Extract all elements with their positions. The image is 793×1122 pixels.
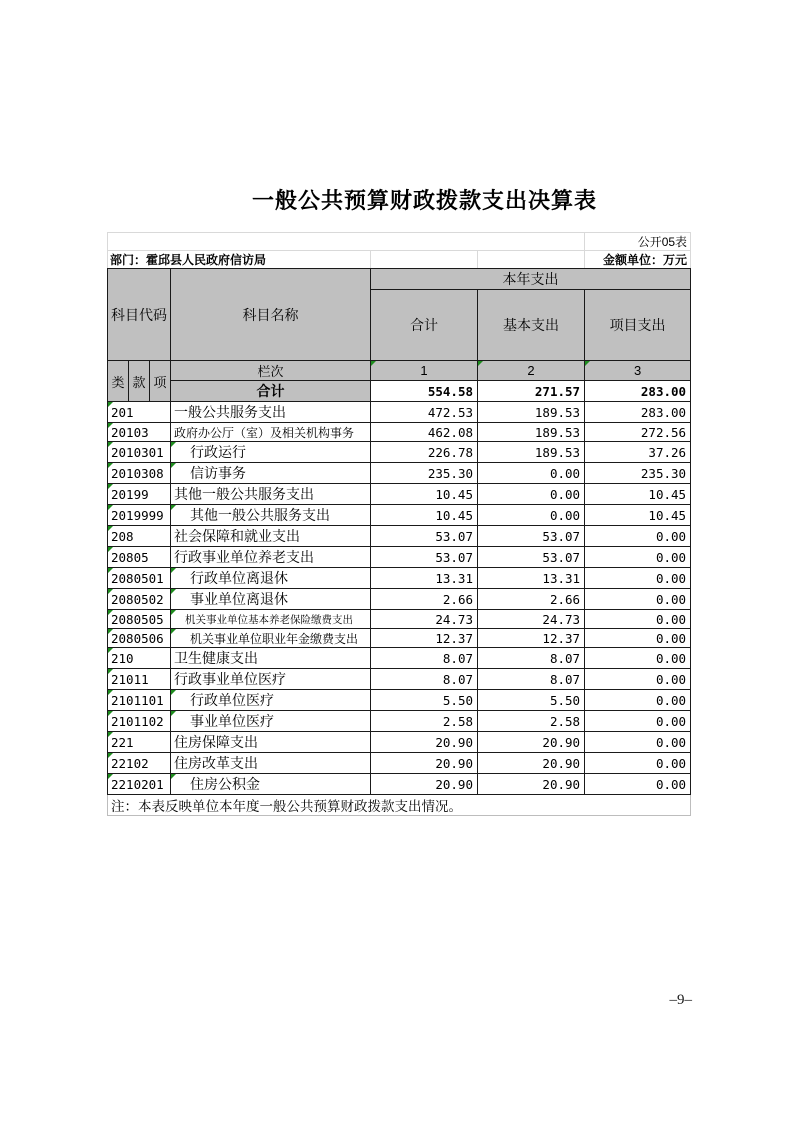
excel-flag-icon: [108, 589, 113, 594]
subject-code-cell: [108, 463, 171, 484]
project-expense-cell: 37.26: [585, 442, 691, 463]
basic-expense-cell: 20.90: [478, 732, 585, 753]
subject-name-cell: [171, 547, 371, 568]
subject-name-cell: [171, 484, 371, 505]
excel-flag-icon: [108, 610, 113, 615]
table-row: [108, 423, 691, 442]
excel-flag-icon: [108, 547, 113, 552]
table-row: [108, 589, 691, 610]
project-expense-cell: 0.00: [585, 526, 691, 547]
excel-flag-icon: [171, 711, 176, 716]
excel-flag-icon: [108, 442, 113, 447]
excel-flag-icon: [108, 423, 113, 428]
total-cell: 53.07: [371, 547, 478, 568]
budget-table: [107, 232, 691, 816]
excel-flag-icon: [171, 568, 176, 573]
basic-expense-cell: 0.00: [478, 463, 585, 484]
excel-flag-icon: [108, 753, 113, 758]
subject-code-cell: [108, 484, 171, 505]
subject-code: 21011: [111, 671, 149, 687]
subject-code: 2019999: [111, 507, 164, 523]
table-row: [108, 547, 691, 568]
table-row: [108, 505, 691, 526]
header-code-item: 项: [150, 361, 171, 402]
excel-flag-icon: [171, 629, 176, 634]
basic-expense-cell: 0.00: [478, 505, 585, 526]
header-subject-code: 科目代码: [108, 269, 171, 361]
total-cell: 8.07: [371, 669, 478, 690]
basic-expense-cell: 5.50: [478, 690, 585, 711]
total-cell: 53.07: [371, 526, 478, 547]
department-label: 部门：霍邱县人民政府信访局: [108, 251, 371, 269]
excel-flag-icon: [108, 629, 113, 634]
subject-name-cell: [171, 402, 371, 423]
column-number: 2: [527, 363, 535, 378]
subject-code-cell: [108, 629, 171, 648]
project-expense-cell: 0.00: [585, 711, 691, 732]
subject-name-cell: [171, 568, 371, 589]
subject-name-cell: [171, 442, 371, 463]
column-index-row: [108, 361, 691, 381]
subject-code: 201: [111, 404, 134, 420]
basic-expense-cell: 2.66: [478, 589, 585, 610]
subject-code: 2010308: [111, 465, 164, 481]
total-cell: 10.45: [371, 484, 478, 505]
table-row: [108, 610, 691, 629]
basic-expense-cell: 53.07: [478, 547, 585, 568]
total-cell: 235.30: [371, 463, 478, 484]
excel-flag-icon: [171, 610, 176, 615]
total-cell: 5.50: [371, 690, 478, 711]
excel-flag-icon: [171, 690, 176, 695]
subject-name-cell: [171, 732, 371, 753]
subject-code: 2080501: [111, 570, 164, 586]
excel-flag-icon: [171, 774, 176, 779]
total-cell: 472.53: [371, 402, 478, 423]
subject-code-cell: [108, 690, 171, 711]
department-row: [108, 251, 691, 269]
basic-expense-cell: 8.07: [478, 669, 585, 690]
subject-code: 2210201: [111, 776, 164, 792]
excel-flag-icon: [108, 669, 113, 674]
excel-flag-icon: [171, 589, 176, 594]
total-cell: 226.78: [371, 442, 478, 463]
subject-code-cell: [108, 610, 171, 629]
subject-code-cell: [108, 753, 171, 774]
table-row: [108, 526, 691, 547]
subject-name: 住房保障支出: [174, 734, 258, 750]
subject-name-cell: [171, 648, 371, 669]
subject-name-cell: [171, 423, 371, 442]
subject-code-cell: [108, 402, 171, 423]
total-cell: 24.73: [371, 610, 478, 629]
column-number: 1: [420, 363, 428, 378]
table-row: [108, 648, 691, 669]
page-title: 一般公共预算财政拨款支出决算表: [251, 188, 597, 213]
table-row: [108, 402, 691, 423]
subject-code-cell: [108, 547, 171, 568]
basic-expense-cell: 2.58: [478, 711, 585, 732]
column-number-cell: [585, 361, 691, 381]
subject-code-cell: [108, 568, 171, 589]
subject-code: 2101101: [111, 692, 164, 708]
table-row: [108, 484, 691, 505]
table-row: [108, 463, 691, 484]
project-expense-cell: 0.00: [585, 648, 691, 669]
subject-code-cell: [108, 711, 171, 732]
subject-code: 2080502: [111, 591, 164, 607]
column-number-cell: [371, 361, 478, 381]
unit-label: 金额单位：万元: [585, 251, 691, 269]
table-row: [108, 732, 691, 753]
subject-name: 信访事务: [190, 465, 246, 481]
project-expense-cell: 10.45: [585, 505, 691, 526]
basic-expense-cell: 12.37: [478, 629, 585, 648]
header-code-section: 款: [129, 361, 150, 402]
subject-code-cell: [108, 442, 171, 463]
table-row: [108, 711, 691, 732]
subject-code: 210: [111, 650, 134, 666]
subject-name: 机关事业单位职业年金缴费支出: [190, 631, 359, 646]
table-head: [108, 233, 691, 402]
basic-expense-cell: 13.31: [478, 568, 585, 589]
total-cell: 20.90: [371, 774, 478, 795]
subject-name-cell: [171, 774, 371, 795]
subject-code: 2010301: [111, 444, 164, 460]
grand-total-label: 合计: [171, 381, 371, 402]
basic-expense-cell: 189.53: [478, 442, 585, 463]
table-row: [108, 690, 691, 711]
grand-total-sum: 554.58: [371, 381, 478, 402]
header-col-project-expense: 项目支出: [585, 290, 691, 361]
project-expense-cell: 0.00: [585, 568, 691, 589]
empty-cell: [108, 233, 585, 251]
note-row: [108, 795, 691, 816]
header-col-basic-expense: 基本支出: [478, 290, 585, 361]
sheet-area: [107, 232, 691, 816]
subject-name: 行政单位医疗: [190, 692, 274, 708]
column-number-cell: [478, 361, 585, 381]
project-expense-cell: 0.00: [585, 610, 691, 629]
subject-name-cell: [171, 526, 371, 547]
basic-expense-cell: 20.90: [478, 774, 585, 795]
project-expense-cell: 0.00: [585, 629, 691, 648]
excel-flag-icon: [171, 463, 176, 468]
subject-code: 20103: [111, 424, 149, 440]
header-row-top: [108, 269, 691, 290]
subject-code: 2080506: [111, 630, 164, 646]
project-expense-cell: 235.30: [585, 463, 691, 484]
excel-flag-icon: [108, 568, 113, 573]
subject-code-cell: [108, 589, 171, 610]
excel-flag-icon: [585, 361, 590, 366]
subject-name-cell: [171, 669, 371, 690]
excel-flag-icon: [171, 442, 176, 447]
excel-flag-icon: [108, 690, 113, 695]
excel-flag-icon: [108, 648, 113, 653]
subject-name-cell: [171, 610, 371, 629]
subject-name: 政府办公厅（室）及相关机构事务: [174, 425, 355, 440]
subject-code-cell: [108, 732, 171, 753]
subject-name-cell: [171, 463, 371, 484]
subject-code: 208: [111, 528, 134, 544]
column-number: 3: [633, 363, 642, 378]
subject-code: 221: [111, 734, 134, 750]
excel-flag-icon: [108, 402, 113, 407]
page-number: –9–: [669, 992, 692, 1008]
table-foot: [108, 795, 691, 816]
project-expense-cell: 0.00: [585, 690, 691, 711]
grand-total-row: [108, 381, 691, 402]
subject-code: 2101102: [111, 713, 164, 729]
basic-expense-cell: 53.07: [478, 526, 585, 547]
header-lanci: 栏次: [171, 361, 371, 381]
table-row: [108, 669, 691, 690]
grand-total-basic: 271.57: [478, 381, 585, 402]
table-row: [108, 629, 691, 648]
sheet-label-row: [108, 233, 691, 251]
subject-name: 一般公共服务支出: [174, 404, 286, 420]
excel-flag-icon: [108, 732, 113, 737]
total-cell: 10.45: [371, 505, 478, 526]
subject-name: 社会保障和就业支出: [174, 528, 300, 544]
header-subject-name: 科目名称: [171, 269, 371, 361]
subject-code: 20199: [111, 486, 149, 502]
subject-code-cell: [108, 669, 171, 690]
subject-code-cell: [108, 648, 171, 669]
project-expense-cell: 0.00: [585, 774, 691, 795]
table-row: [108, 442, 691, 463]
subject-name: 行政运行: [190, 444, 246, 460]
subject-code-cell: [108, 423, 171, 442]
subject-code-cell: [108, 774, 171, 795]
basic-expense-cell: 189.53: [478, 402, 585, 423]
project-expense-cell: 272.56: [585, 423, 691, 442]
subject-name: 机关事业单位基本养老保险缴费支出: [185, 613, 353, 626]
total-cell: 462.08: [371, 423, 478, 442]
subject-name: 其他一般公共服务支出: [174, 486, 314, 502]
subject-name-cell: [171, 629, 371, 648]
excel-flag-icon: [108, 526, 113, 531]
project-expense-cell: 0.00: [585, 732, 691, 753]
subject-name: 住房改革支出: [174, 755, 258, 771]
excel-flag-icon: [108, 774, 113, 779]
subject-name: 事业单位医疗: [190, 713, 274, 729]
subject-name-cell: [171, 505, 371, 526]
total-cell: 8.07: [371, 648, 478, 669]
excel-flag-icon: [108, 484, 113, 489]
subject-name: 行政事业单位养老支出: [174, 549, 314, 565]
sheet-label: 公开05表: [585, 233, 691, 251]
basic-expense-cell: 0.00: [478, 484, 585, 505]
project-expense-cell: 283.00: [585, 402, 691, 423]
subject-name-cell: [171, 690, 371, 711]
subject-code: 22102: [111, 755, 149, 771]
project-expense-cell: 0.00: [585, 753, 691, 774]
subject-name: 行政单位离退休: [190, 570, 288, 586]
total-cell: 12.37: [371, 629, 478, 648]
project-expense-cell: 0.00: [585, 589, 691, 610]
table-row: [108, 753, 691, 774]
header-code-class: 类: [108, 361, 129, 402]
project-expense-cell: 10.45: [585, 484, 691, 505]
subject-name: 行政事业单位医疗: [174, 671, 286, 687]
empty-cell: [478, 251, 585, 269]
basic-expense-cell: 20.90: [478, 753, 585, 774]
subject-code: 20805: [111, 549, 149, 565]
header-col-total: 合计: [371, 290, 478, 361]
total-cell: 20.90: [371, 753, 478, 774]
excel-flag-icon: [108, 463, 113, 468]
subject-name: 其他一般公共服务支出: [190, 507, 330, 523]
excel-flag-icon: [371, 361, 376, 366]
subject-name-cell: [171, 711, 371, 732]
subject-code-cell: [108, 526, 171, 547]
table-note: 注：本表反映单位本年度一般公共预算财政拨款支出情况。: [108, 795, 691, 816]
subject-code: 2080505: [111, 611, 164, 627]
subject-name: 事业单位离退休: [190, 591, 288, 607]
total-cell: 2.66: [371, 589, 478, 610]
subject-code-cell: [108, 505, 171, 526]
total-cell: 2.58: [371, 711, 478, 732]
subject-name-cell: [171, 753, 371, 774]
project-expense-cell: 0.00: [585, 669, 691, 690]
table-body: [108, 402, 691, 795]
table-row: [108, 774, 691, 795]
project-expense-cell: 0.00: [585, 547, 691, 568]
basic-expense-cell: 8.07: [478, 648, 585, 669]
header-current-year-expense: 本年支出: [371, 269, 691, 290]
basic-expense-cell: 24.73: [478, 610, 585, 629]
total-cell: 13.31: [371, 568, 478, 589]
basic-expense-cell: 189.53: [478, 423, 585, 442]
empty-cell: [371, 251, 478, 269]
excel-flag-icon: [108, 505, 113, 510]
grand-total-project: 283.00: [585, 381, 691, 402]
excel-flag-icon: [108, 711, 113, 716]
excel-flag-icon: [478, 361, 483, 366]
subject-name-cell: [171, 589, 371, 610]
subject-name: 住房公积金: [190, 776, 260, 792]
excel-flag-icon: [171, 505, 176, 510]
table-row: [108, 568, 691, 589]
total-cell: 20.90: [371, 732, 478, 753]
subject-name: 卫生健康支出: [174, 650, 258, 666]
